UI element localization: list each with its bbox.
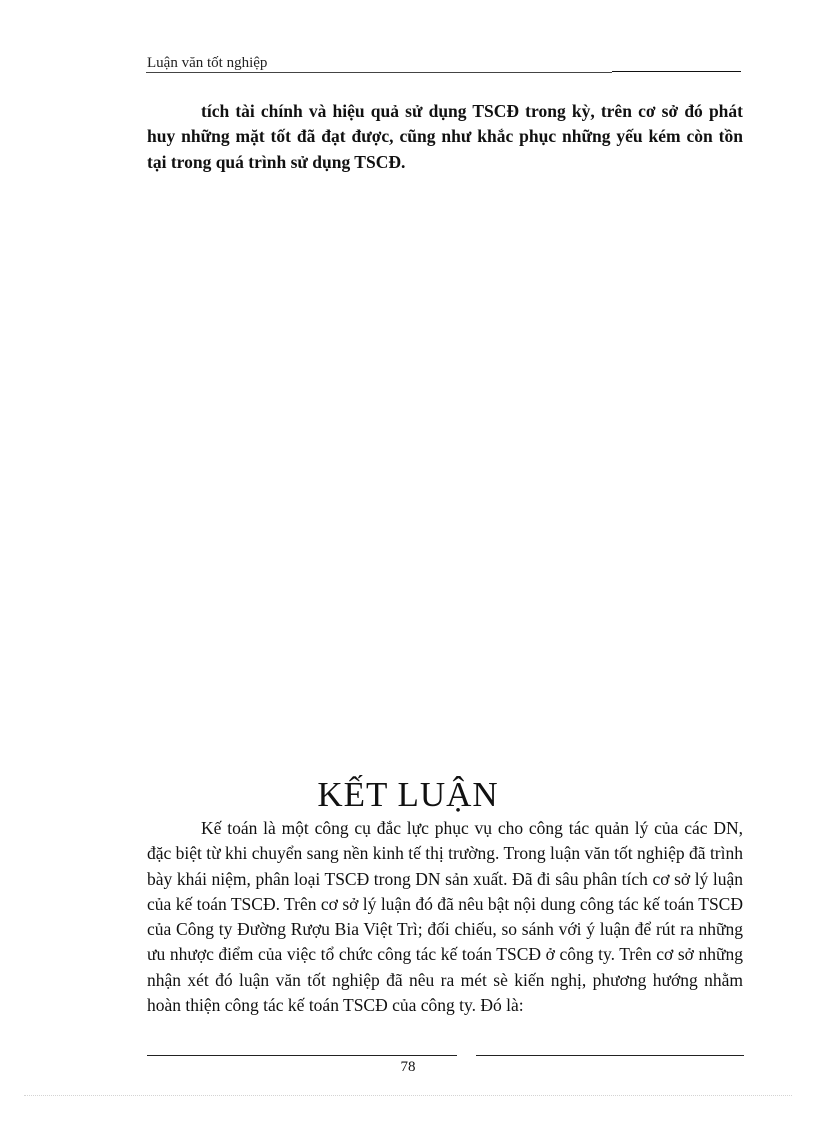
continuation-paragraph: tích tài chính và hiệu quả sử dụng TSCĐ trong kỳ, trên cơ sở đó phát huy những mặt tốt đã đạt được, cũng như khắc phục những yếu kém còn tồn tại trong quá trình sử dụng TSCĐ.: [147, 101, 743, 172]
page-number: 78: [400, 1059, 416, 1075]
running-header: Luận văn tốt nghiệp: [147, 55, 268, 71]
header-rule: [146, 72, 612, 73]
footer-rule-left: [147, 1055, 457, 1056]
conclusion-paragraph: Kế toán là một công cụ đắc lực phục vụ cho công tác quản lý của các DN, đặc biệt từ khi chuyển sang nền kinh tế thị trường. Trong luận văn tốt nghiệp đã trình bày khái niệm, phân loại TSCĐ trong DN sản xuất. Đã đi sâu phân tích cơ sở lý luận của kế toán TSCĐ. Trên cơ sở lý luận đó đã nêu bật nội dung công tác kế toán TSCĐ của Công ty Đường Rượu Bia Việt Trì; đối chiếu, so sánh với ý luận để rút ra những ưu nhược điểm của việc tổ chức công tác kế toán TSCĐ ở công ty. Trên cơ sở những nhận xét đó luận văn tốt nghiệp đã nêu ra mét sè kiến nghị, phương hướng nhằm hoàn thiện công tác kế toán TSCĐ của công ty. Đó là:: [147, 818, 743, 1016]
footer-rule-right: [476, 1055, 744, 1056]
page-edge-divider: [24, 1095, 792, 1096]
section-title: KẾT LUẬN: [317, 775, 499, 814]
header-rule-right: [612, 71, 741, 72]
